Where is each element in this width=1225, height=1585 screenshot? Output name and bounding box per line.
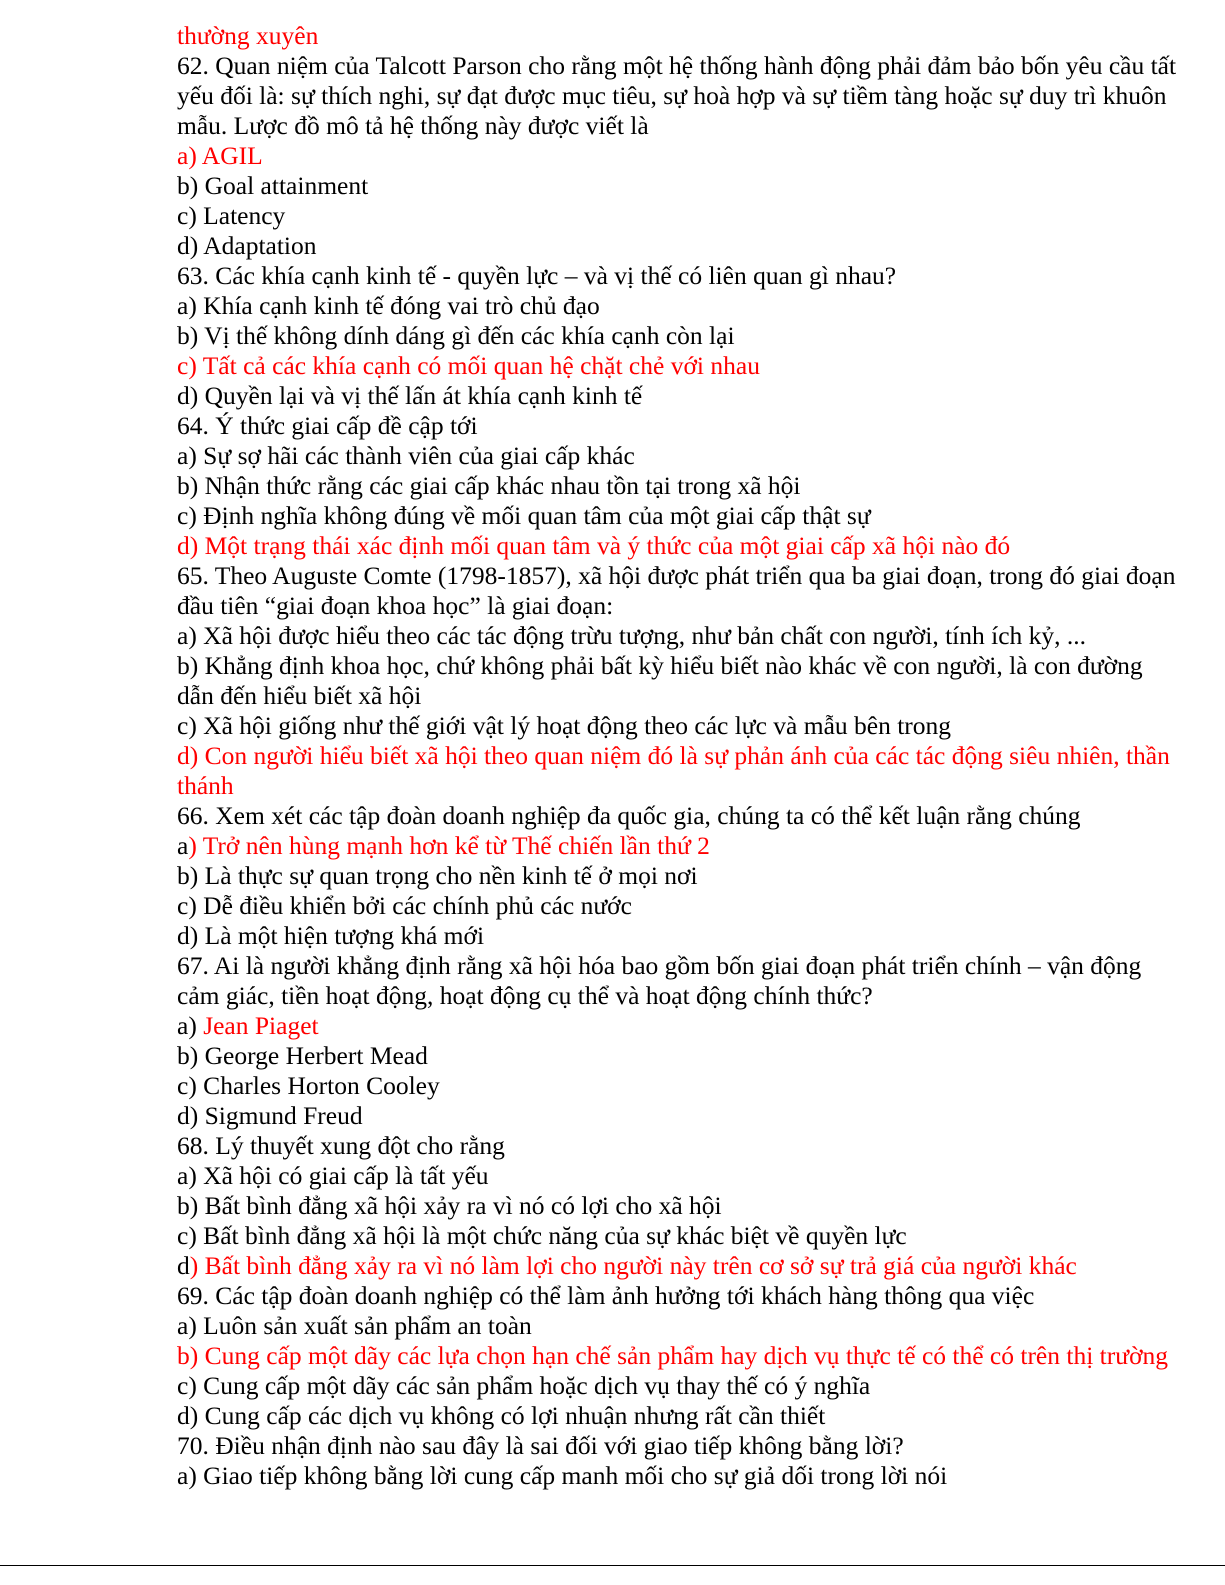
text-segment: a) Xã hội được hiểu theo các tác động trừu tượng, như bản chất con người, tính ích kỷ, ... [177,621,1087,650]
answer-text: ) Trở nên hùng mạnh hơn kể từ Thế chiến lần thứ 2 [188,831,710,860]
text-segment: d) Là một hiện tượng khá mới [177,921,485,950]
text-segment: c) Cung cấp một dãy các sản phẩm hoặc dịch vụ thay thế có ý nghĩa [177,1371,871,1400]
text-segment: a [177,831,189,860]
text-line [177,861,1177,891]
text-segment: c) Dễ điều khiển bởi các chính phủ các nước [177,891,632,920]
text-segment: a) Xã hội có giai cấp là tất yếu [177,1161,489,1190]
text-segment: a) Khía cạnh kinh tế đóng vai trò chủ đạo [177,291,600,320]
text-segment: c) Xã hội giống như thế giới vật lý hoạt động theo các lực và mẫu bên trong [177,711,952,740]
text-line [177,441,1177,471]
text-line [177,651,1177,711]
text-line [177,741,1177,801]
text-line [177,1341,1177,1371]
text-segment: d) Quyền lại và vị thế lấn át khía cạnh kinh tế [177,381,643,410]
text-line [177,411,1177,441]
text-segment: 65. Theo Auguste Comte (1798-1857), xã hội được phát triển qua ba giai đoạn, trong đó giai đoạn đầu tiên “giai đoạn khoa học” là giai đoạn: [177,561,1176,620]
answer-text: c) Tất cả các khía cạnh có mối quan hệ chặt chẻ với nhau [177,351,760,380]
answer-text: d) Một trạng thái xác định mối quan tâm và ý thức của một giai cấp xã hội nào đó [177,531,1011,560]
text-line [177,1221,1177,1251]
text-line [177,1041,1177,1071]
text-segment: c) Định nghĩa không đúng về mối quan tâm của một giai cấp thật sự [177,501,871,530]
text-segment: 63. Các khía cạnh kinh tế - quyền lực – và vị thế có liên quan gì nhau? [177,261,897,290]
text-segment: b) Vị thế không dính dáng gì đến các khía cạnh còn lại [177,321,735,350]
text-segment: 69. Các tập đoàn doanh nghiệp có thể làm ảnh hưởng tới khách hàng thông qua việc [177,1281,1035,1310]
text-segment: c) Latency [177,201,286,230]
text-line [177,1371,1177,1401]
footer-divider [0,1565,1225,1566]
text-line [177,21,1177,51]
text-segment: b) Bất bình đẳng xã hội xảy ra vì nó có lợi cho xã hội [177,1191,722,1220]
text-segment: 67. Ai là người khẳng định rằng xã hội hóa bao gồm bốn giai đoạn phát triển chính – vận động cảm giác, tiền hoạt động, hoạt động cụ thể và hoạt động chính thức? [177,951,1142,1010]
text-line [177,1401,1177,1431]
text-line [177,561,1177,621]
text-line [177,1431,1177,1461]
text-segment: c) Bất bình đẳng xã hội là một chức năng của sự khác biệt về quyền lực [177,1221,907,1250]
text-line [177,261,1177,291]
text-segment: d [177,1251,190,1280]
text-line [177,891,1177,921]
text-segment: b) Khẳng định khoa học, chứ không phải bất kỳ hiểu biết nào khác về con người, là con đường dẫn đến hiểu biết xã hội [177,651,1143,710]
answer-text: a) AGIL [177,141,263,170]
answer-text: Jean Piaget [203,1011,319,1040]
text-line [177,231,1177,261]
text-line [177,831,1177,861]
text-line [177,51,1177,141]
answer-text: d) Con người hiểu biết xã hội theo quan niệm đó là sự phản ánh của các tác động siêu nhiên, thần thánh [177,741,1170,800]
text-line [177,1281,1177,1311]
text-segment: d) Cung cấp các dịch vụ không có lợi nhuận nhưng rất cần thiết [177,1401,826,1430]
text-line [177,141,1177,171]
answer-text: b) Cung cấp một dãy các lựa chọn hạn chế sản phẩm hay dịch vụ thực tế có thể có trên thị trường [177,1341,1169,1370]
text-line [177,501,1177,531]
text-line [177,711,1177,741]
text-segment: b) Nhận thức rằng các giai cấp khác nhau tồn tại trong xã hội [177,471,801,500]
text-line [177,471,1177,501]
text-line [177,201,1177,231]
text-line [177,801,1177,831]
text-line [177,1461,1177,1491]
answer-text: ) Bất bình đẳng xảy ra vì nó làm lợi cho người này trên cơ sở sự trả giá của người khác [189,1251,1077,1280]
text-line [177,381,1177,411]
answer-text: thường xuyên [177,21,319,50]
text-segment: 62. Quan niệm của Talcott Parson cho rằng một hệ thống hành động phải đảm bảo bốn yêu cầu tất yếu đối là: sự thích nghi, sự đạt được mục tiêu, sự hoà hợp và sự tiềm tàng hoặc sự duy trì khuôn mẫu. Lược đồ mô tả hệ thống này được viết là [177,51,1177,140]
text-line [177,321,1177,351]
text-line [177,531,1177,561]
text-line [177,171,1177,201]
document-body [177,21,1177,1491]
text-line [177,1011,1177,1041]
text-line [177,1161,1177,1191]
text-line [177,1101,1177,1131]
text-segment: b) George Herbert Mead [177,1041,428,1070]
text-segment: a) [177,1011,204,1040]
text-segment: a) Luôn sản xuất sản phẩm an toàn [177,1311,532,1340]
text-line [177,291,1177,321]
text-segment: d) Adaptation [177,231,317,260]
text-segment: c) Charles Horton Cooley [177,1071,440,1100]
text-line [177,1191,1177,1221]
text-line [177,951,1177,1011]
text-line [177,621,1177,651]
text-line [177,1131,1177,1161]
text-segment: 64. Ý thức giai cấp đề cập tới [177,411,478,440]
text-line [177,351,1177,381]
text-segment: 70. Điều nhận định nào sau đây là sai đối với giao tiếp không bằng lời? [177,1431,904,1460]
text-line [177,1071,1177,1101]
text-segment: b) Là thực sự quan trọng cho nền kinh tế ở mọi nơi [177,861,698,890]
text-segment: a) Sự sợ hãi các thành viên của giai cấp khác [177,441,635,470]
text-line [177,1311,1177,1341]
text-segment: d) Sigmund Freud [177,1101,363,1130]
text-segment: b) Goal attainment [177,171,369,200]
text-segment: 68. Lý thuyết xung đột cho rằng [177,1131,505,1160]
text-segment: 66. Xem xét các tập đoàn doanh nghiệp đa quốc gia, chúng ta có thể kết luận rằng chúng [177,801,1081,830]
text-line [177,921,1177,951]
text-line [177,1251,1177,1281]
text-segment: a) Giao tiếp không bằng lời cung cấp manh mối cho sự giả dối trong lời nói [177,1461,948,1490]
